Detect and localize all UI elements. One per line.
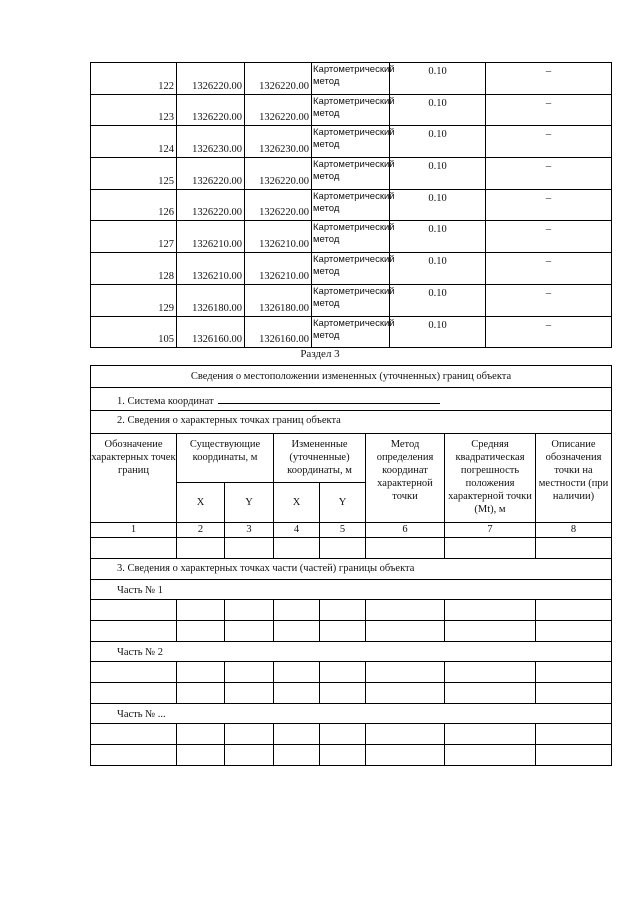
column-number: 3 [225, 523, 274, 538]
header-designation: Обозначение характерных точек границ [91, 434, 177, 523]
empty-cell[interactable] [274, 745, 320, 766]
part-label: Часть № ... [91, 704, 612, 724]
points-label-row [91, 411, 612, 434]
coordinates-table-body [91, 63, 612, 348]
coord-x: 1326160.00 [177, 316, 245, 348]
empty-cell[interactable] [177, 724, 225, 745]
empty-cell[interactable] [366, 600, 445, 621]
accuracy-cell: 0.10 [390, 253, 486, 285]
method-cell: Картометрический метод [312, 316, 390, 348]
empty-cell[interactable] [536, 683, 612, 704]
empty-cell[interactable] [366, 683, 445, 704]
point-number: 129 [91, 284, 177, 316]
table-row [91, 221, 612, 253]
empty-cell[interactable] [91, 600, 177, 621]
point-number: 123 [91, 94, 177, 126]
empty-cell[interactable] [320, 745, 366, 766]
method-cell: Картометрический метод [312, 189, 390, 221]
empty-cell[interactable] [445, 724, 536, 745]
header-description: Описание обозначения точки на местности (при наличии) [536, 434, 612, 523]
method-cell: Картометрический метод [312, 63, 390, 95]
part-empty-row [91, 745, 612, 766]
empty-cell[interactable] [320, 662, 366, 683]
column-number-row [91, 523, 612, 538]
accuracy-cell: 0.10 [390, 284, 486, 316]
empty-cell[interactable] [225, 621, 274, 642]
point-number: 125 [91, 158, 177, 190]
empty-cell[interactable] [536, 745, 612, 766]
part-label: Часть № 2 [91, 642, 612, 662]
part-empty-row [91, 600, 612, 621]
coord-y: 1326210.00 [245, 253, 312, 285]
empty-cell[interactable] [177, 683, 225, 704]
parts-label-row [91, 559, 612, 580]
empty-cell[interactable] [225, 538, 274, 559]
empty-cell[interactable] [445, 662, 536, 683]
column-number: 6 [366, 523, 445, 538]
section-label: Раздел 3 [300, 348, 340, 360]
empty-cell[interactable] [91, 662, 177, 683]
empty-cell[interactable] [536, 621, 612, 642]
coord-x: 1326210.00 [177, 253, 245, 285]
coord-x: 1326220.00 [177, 94, 245, 126]
part-label: Часть № 1 [91, 580, 612, 600]
empty-cell[interactable] [177, 600, 225, 621]
empty-cell[interactable] [91, 724, 177, 745]
empty-cell[interactable] [320, 683, 366, 704]
empty-cell[interactable] [536, 662, 612, 683]
empty-cell[interactable] [274, 621, 320, 642]
table-row [91, 126, 612, 158]
column-number: 5 [320, 523, 366, 538]
empty-cell[interactable] [320, 538, 366, 559]
point-number: 124 [91, 126, 177, 158]
description-cell: – [486, 94, 612, 126]
empty-cell[interactable] [366, 662, 445, 683]
empty-cell[interactable] [366, 538, 445, 559]
empty-cell[interactable] [274, 662, 320, 683]
part-empty-row [91, 662, 612, 683]
empty-cell[interactable] [445, 621, 536, 642]
empty-cell[interactable] [225, 724, 274, 745]
coord-system-row [91, 388, 612, 411]
coord-y: 1326230.00 [245, 126, 312, 158]
coord-x: 1326180.00 [177, 284, 245, 316]
column-number: 7 [445, 523, 536, 538]
coordinates-table [90, 62, 612, 348]
part-label-row [91, 580, 612, 600]
part-label-row [91, 704, 612, 724]
coord-x: 1326230.00 [177, 126, 245, 158]
header-changed-x: X [274, 483, 320, 523]
empty-cell[interactable] [320, 724, 366, 745]
method-cell: Картометрический метод [312, 126, 390, 158]
part-empty-row [91, 621, 612, 642]
empty-cell[interactable] [366, 621, 445, 642]
description-cell: – [486, 126, 612, 158]
table-row [91, 189, 612, 221]
header-existing-x: X [177, 483, 225, 523]
point-number: 127 [91, 221, 177, 253]
point-number: 105 [91, 316, 177, 348]
point-number: 126 [91, 189, 177, 221]
accuracy-cell: 0.10 [390, 94, 486, 126]
empty-cell[interactable] [177, 538, 225, 559]
empty-cell[interactable] [536, 724, 612, 745]
table-row [91, 253, 612, 285]
part-empty-row [91, 683, 612, 704]
column-number: 2 [177, 523, 225, 538]
description-cell: – [486, 253, 612, 285]
coord-x: 1326210.00 [177, 221, 245, 253]
empty-cell[interactable] [274, 724, 320, 745]
coord-y: 1326160.00 [245, 316, 312, 348]
table-row [91, 284, 612, 316]
empty-cell[interactable] [91, 745, 177, 766]
empty-cell[interactable] [445, 745, 536, 766]
empty-cell[interactable] [177, 745, 225, 766]
table-row [91, 94, 612, 126]
column-number: 8 [536, 523, 612, 538]
coord-y: 1326210.00 [245, 221, 312, 253]
coord-system-label: 1. Система координат [117, 396, 214, 407]
description-cell: – [486, 189, 612, 221]
table-row [91, 63, 612, 95]
empty-cell[interactable] [366, 745, 445, 766]
coord-y: 1326220.00 [245, 63, 312, 95]
empty-cell[interactable] [536, 600, 612, 621]
table-row [91, 316, 612, 348]
empty-cell[interactable] [320, 621, 366, 642]
header-accuracy: Средняя квадратическая погрешность положения характерной точки (Mt), м [445, 434, 536, 523]
accuracy-cell: 0.10 [390, 158, 486, 190]
header-existing: Существующие координаты, м [177, 434, 274, 483]
empty-cell[interactable] [225, 600, 274, 621]
accuracy-cell: 0.10 [390, 316, 486, 348]
empty-cell[interactable] [225, 683, 274, 704]
column-number: 1 [91, 523, 177, 538]
description-cell: – [486, 63, 612, 95]
empty-cell[interactable] [225, 745, 274, 766]
header-changed-y: Y [320, 483, 366, 523]
empty-cell[interactable] [225, 662, 274, 683]
point-number: 128 [91, 253, 177, 285]
coord-system-blank[interactable] [218, 392, 440, 404]
parts-label: 3. Сведения о характерных точках части (частей) границы объекта [91, 559, 612, 580]
empty-cell[interactable] [274, 600, 320, 621]
coord-x: 1326220.00 [177, 158, 245, 190]
part-label-row [91, 642, 612, 662]
point-number: 122 [91, 63, 177, 95]
description-cell: – [486, 284, 612, 316]
header-row [91, 434, 612, 483]
empty-cell[interactable] [536, 538, 612, 559]
empty-cell[interactable] [274, 538, 320, 559]
method-cell: Картометрический метод [312, 221, 390, 253]
header-changed: Измененные (уточненные) координаты, м [274, 434, 366, 483]
accuracy-cell: 0.10 [390, 126, 486, 158]
coord-y: 1326220.00 [245, 94, 312, 126]
coord-y: 1326220.00 [245, 158, 312, 190]
empty-cell[interactable] [91, 683, 177, 704]
empty-row [91, 538, 612, 559]
description-cell: – [486, 221, 612, 253]
section-title-row [91, 366, 612, 388]
empty-cell[interactable] [320, 600, 366, 621]
accuracy-cell: 0.10 [390, 189, 486, 221]
empty-cell[interactable] [177, 662, 225, 683]
part-empty-row [91, 724, 612, 745]
method-cell: Картометрический метод [312, 284, 390, 316]
empty-cell[interactable] [177, 621, 225, 642]
empty-cell[interactable] [91, 621, 177, 642]
method-cell: Картометрический метод [312, 94, 390, 126]
method-cell: Картометрический метод [312, 158, 390, 190]
method-cell: Картометрический метод [312, 253, 390, 285]
accuracy-cell: 0.10 [390, 221, 486, 253]
coord-x: 1326220.00 [177, 63, 245, 95]
description-cell: – [486, 158, 612, 190]
description-cell: – [486, 316, 612, 348]
section-3-table [90, 365, 612, 766]
coord-system-cell [91, 388, 612, 411]
accuracy-cell: 0.10 [390, 63, 486, 95]
empty-cell[interactable] [91, 538, 177, 559]
empty-cell[interactable] [445, 538, 536, 559]
section-title: Сведения о местоположении измененных (уточненных) границ объекта [91, 366, 612, 388]
table-row [91, 158, 612, 190]
coord-y: 1326180.00 [245, 284, 312, 316]
points-label: 2. Сведения о характерных точках границ объекта [91, 411, 612, 434]
coord-x: 1326220.00 [177, 189, 245, 221]
column-number: 4 [274, 523, 320, 538]
header-method: Метод определения координат характерной точки [366, 434, 445, 523]
header-existing-y: Y [225, 483, 274, 523]
empty-cell[interactable] [445, 683, 536, 704]
empty-cell[interactable] [445, 600, 536, 621]
coord-y: 1326220.00 [245, 189, 312, 221]
empty-cell[interactable] [274, 683, 320, 704]
empty-cell[interactable] [366, 724, 445, 745]
